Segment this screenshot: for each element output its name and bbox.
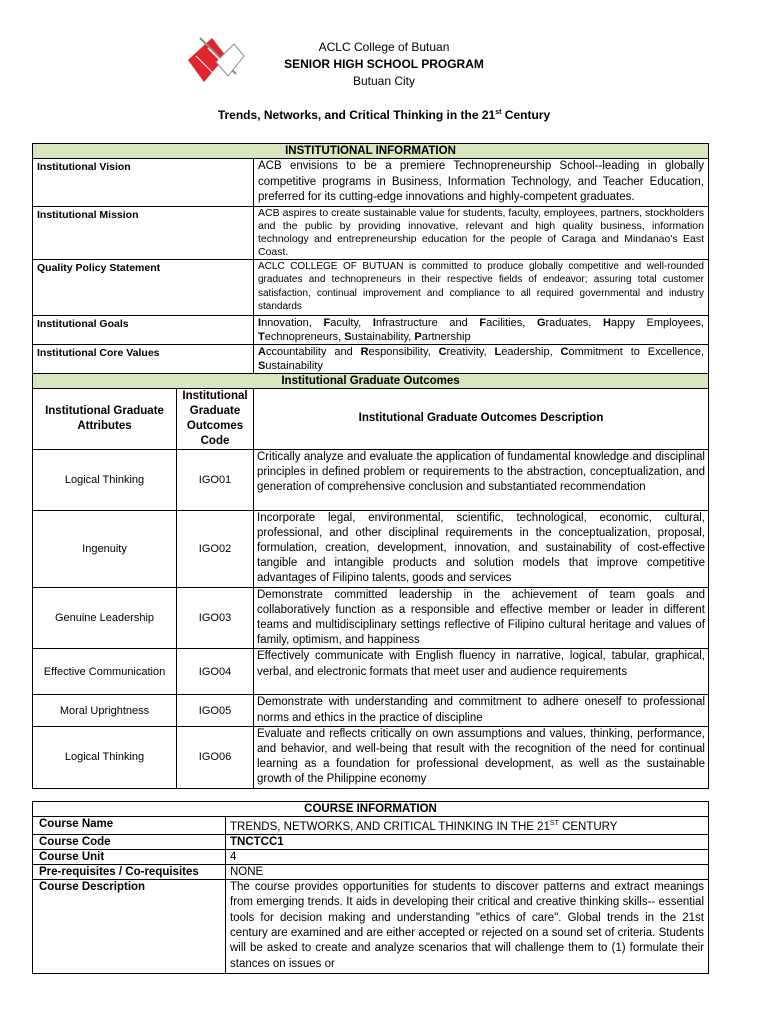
core-values-label: Institutional Core Values (33, 344, 254, 373)
course-unit-label: Course Unit (33, 849, 226, 864)
table-row (33, 649, 709, 695)
course-info-heading: COURSE INFORMATION (33, 802, 709, 817)
table-row (33, 449, 709, 510)
outcome-attribute: Genuine Leadership (33, 587, 177, 649)
quality-policy-text: ACLC COLLEGE OF BUTUAN is committed to produce globally competitive and well-rounded graduates and technopreneurs in their respective fields of endeavor; assuring total customer satisfaction, continual improvement and compliance to all required governmental and industry standards (254, 259, 709, 315)
institutional-info-table (32, 143, 709, 789)
goals-initial: H (603, 316, 611, 329)
table-row (33, 726, 709, 788)
core-initial: L (494, 345, 502, 358)
table-row (33, 695, 709, 726)
core-word: esponsibility, (368, 345, 439, 358)
core-initial: C (560, 345, 569, 358)
goals-initial: G (536, 316, 546, 329)
city-name: Butuan City (352, 74, 416, 88)
quality-policy-label: Quality Policy Statement (33, 259, 254, 315)
course-description-label: Course Description (33, 879, 226, 973)
outcome-description: Demonstrate with understanding and commitment to adhere oneself to professional norms and ethics in the practice of discipline (254, 695, 709, 726)
core-word: ommitment to Excellence, (568, 345, 705, 358)
course-name-label: Course Name (33, 817, 226, 835)
course-name-value: TRENDS, NETWORKS, AND CRITICAL THINKING IN THE 21ST CENTURY (226, 817, 709, 835)
goals-initial: I (258, 316, 262, 329)
core-initial: C (438, 345, 447, 358)
graduate-outcomes-heading: Institutional Graduate Outcomes (33, 373, 709, 388)
goals-word: aculty, (330, 316, 373, 329)
core-word: ustainability (265, 359, 323, 372)
course-code-label: Course Code (33, 834, 226, 849)
outcome-attribute: Effective Communication (33, 649, 177, 695)
institutional-info-heading: INSTITUTIONAL INFORMATION (33, 144, 709, 159)
goals-word: raduates, (545, 316, 604, 329)
outcome-attribute: Logical Thinking (33, 449, 177, 510)
outcome-description: Demonstrate committed leadership in the achievement of team goals and collaboratively function as a responsible and effective member or leader in different teams and multidisciplinary settings reflective of Filipino cultural heritage and values of family, optimism, and happiness (254, 587, 709, 649)
outcome-attribute: Moral Uprightness (33, 695, 177, 726)
goals-word: appy Employees, (611, 316, 704, 329)
goals-initial: P (414, 330, 422, 343)
course-code-value: TNCTCC1 (226, 834, 709, 849)
goals-word: nnovation, (261, 316, 324, 329)
table-row (33, 510, 709, 587)
course-description-text: The course provides opportunities for students to discover patterns and extract meanings from emerging trends. It aids in developing their critical and creative thinking skills-- essential tools for decision making and understanding "ethics of care". Global trends in the 21st century are examined and are either accepted or rejected on a sound set of criteria. Students will be asked to create and analyze scenarios that will challenge them to (1) formulate their stances on issues or (226, 879, 709, 973)
goals-word: acilities, (486, 316, 537, 329)
college-name: ACLC College of Butuan (318, 40, 450, 54)
course-info-table (32, 801, 709, 974)
core-word: eadership, (501, 345, 561, 358)
col-header-description: Institutional Graduate Outcomes Description (254, 388, 709, 449)
goals-initial: F (479, 316, 487, 329)
goals-initial: F (323, 316, 331, 329)
outcome-description: Evaluate and reflects critically on own assumptions and values, thinking, performance, and behavior, and well-being that result with the recognition of the need for continual learning as a foundation for professional development, as well as the sustainable growth of the Philippine economy (254, 726, 709, 788)
core-initial: A (258, 345, 266, 358)
core-values-text (254, 344, 709, 373)
core-word: ccountability and (265, 345, 361, 358)
outcome-code: IGO06 (177, 726, 254, 788)
outcome-code: IGO05 (177, 695, 254, 726)
goals-initial: T (258, 330, 265, 343)
col-header-code: Institutional Graduate Outcomes Code (177, 388, 254, 449)
goals-word: nfrastructure and (375, 316, 480, 329)
goals-initial: S (344, 330, 352, 343)
outcome-attribute: Logical Thinking (33, 726, 177, 788)
mission-label: Institutional Mission (33, 206, 254, 259)
core-initial: S (258, 359, 266, 372)
core-initial: R (360, 345, 369, 358)
program-name: SENIOR HIGH SCHOOL PROGRAM (284, 57, 484, 71)
outcome-description: Critically analyze and evaluate the application of fundamental knowledge and disciplinal principles in defined problem or requirements to the abstraction, conceptualization, and generation of comprehensive conclusion and substantiated recommendation (254, 449, 709, 510)
goals-text (254, 315, 709, 344)
mission-text: ACB aspires to create sustainable value for students, faculty, employees, partners, stockholders and the public by providing innovative, relevant and high quality business, information technology and entrepreneurship education for the people of Caraga and Mindanao's East Coast. (254, 206, 709, 259)
goals-word: ustainability, (351, 330, 415, 343)
outcome-attribute: Ingenuity (33, 510, 177, 587)
core-word: reativity, (446, 345, 495, 358)
outcome-code: IGO03 (177, 587, 254, 649)
page-title: Trends, Networks, and Critical Thinking in the 21st Century (217, 108, 551, 122)
outcome-code: IGO02 (177, 510, 254, 587)
goals-word: artnership (421, 330, 471, 343)
vision-label: Institutional Vision (33, 159, 254, 207)
document-header (0, 38, 768, 90)
outcome-description: Effectively communicate with English fluency in narrative, logical, tabular, graphical, verbal, and electronic formats that meet user and audience requirements (254, 649, 709, 695)
prerequisites-label: Pre-requisites / Co-requisites (33, 864, 226, 879)
col-header-attributes: Institutional Graduate Attributes (33, 388, 177, 449)
outcome-description: Incorporate legal, environmental, scientific, technological, economic, cultural, professional, and other disciplinal requirements in the conceptualization, proposal, formulation, creation, development, innovation, and sustainability of cost-effective tangible and intangible products and solution models that improve competitive advantages of Filipino talents, goods and services (254, 510, 709, 587)
vision-text: ACB envisions to be a premiere Technopreneurship School--leading in globally competitive programs in Business, Information Technology, and Teacher Education, preferred for its cutting-edge innovations and highly-competent graduates. (254, 159, 709, 207)
course-unit-value: 4 (226, 849, 709, 864)
outcome-code: IGO04 (177, 649, 254, 695)
goals-word: echnopreneurs, (264, 330, 345, 343)
goals-initial: I (372, 316, 376, 329)
goals-label: Institutional Goals (33, 315, 254, 344)
prerequisites-value: NONE (226, 864, 709, 879)
outcome-code: IGO01 (177, 449, 254, 510)
table-row (33, 587, 709, 649)
